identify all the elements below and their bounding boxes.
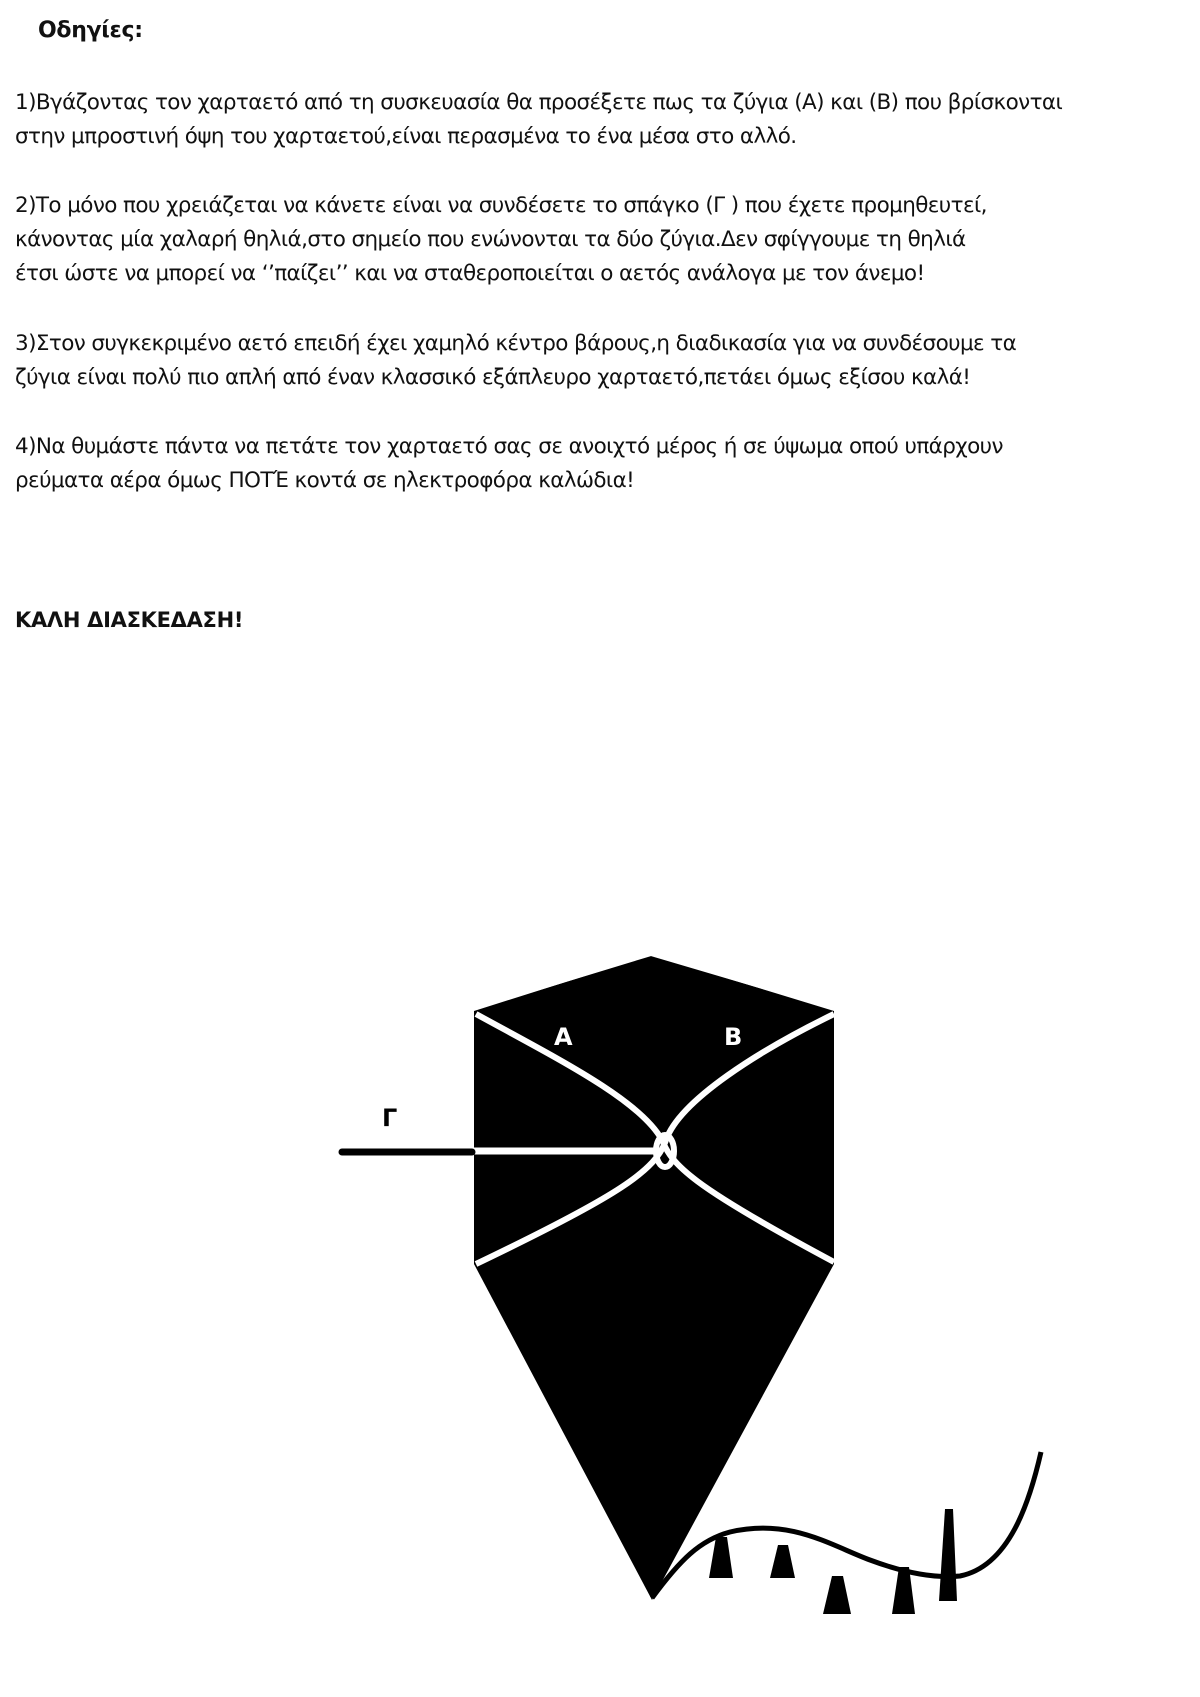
text-line: ρεύματα αέρα όμως ΠΟΤΈ κοντά σε ηλεκτροφόρα καλώδια! — [15, 468, 635, 493]
label-bridle-a: A — [554, 1023, 573, 1051]
text-line: 1)Βγάζοντας τον χαρταετό από τη συσκευασία θα προσέξετε πως τα ζύγια (A) και (B) που βρίσκονται — [15, 90, 1063, 115]
label-string: Γ — [382, 1104, 398, 1132]
tail-tassel — [823, 1576, 851, 1614]
label-bridle-b: B — [724, 1023, 743, 1051]
text-line: στην μπροστινή όψη του χαρταετού,είναι περασμένα το ένα μέσα στο αλλό. — [15, 124, 797, 149]
kite-body — [474, 955, 834, 1600]
closing-text: ΚΑΛΗ ΔΙΑΣΚΕΔΑΣΗ! — [15, 608, 244, 632]
text-line: 3)Στον συγκεκριμένο αετό επειδή έχει χαμηλό κέντρο βάρους,η διαδικασία για να συνδέσουμε τα — [15, 331, 1017, 356]
text-line: κάνοντας μία χαλαρή θηλιά,στο σημείο που ενώνονται τα δύο ζύγια.Δεν σφίγγουμε τη θηλιά — [15, 227, 966, 252]
text-line: ζύγια είναι πολύ πιο απλή από έναν κλασσικό εξάπλευρο χαρταετό,πετάει όμως εξίσου καλά! — [15, 365, 971, 390]
text-line: 4)Να θυμάστε πάντα να πετάτε τον χαρταετό σας σε ανοιχτό μέρος ή σε ύψωμα οπού υπάρχουν — [15, 434, 1003, 459]
text-line: έτσι ώστε να μπορεί να ‘’παίζει’’ και να σταθεροποιείται ο αετός ανάλογα με τον άνεμο! — [15, 261, 925, 286]
tail-tassel — [939, 1509, 957, 1601]
tail-tassel — [709, 1537, 733, 1578]
instructions-heading: Οδηγίες: — [38, 18, 143, 43]
tail-tassel — [770, 1545, 795, 1578]
text-line: 2)Το μόνο που χρειάζεται να κάνετε είναι να συνδέσετε το σπάγκο (Γ ) που έχετε προμηθευτεί, — [15, 193, 987, 218]
